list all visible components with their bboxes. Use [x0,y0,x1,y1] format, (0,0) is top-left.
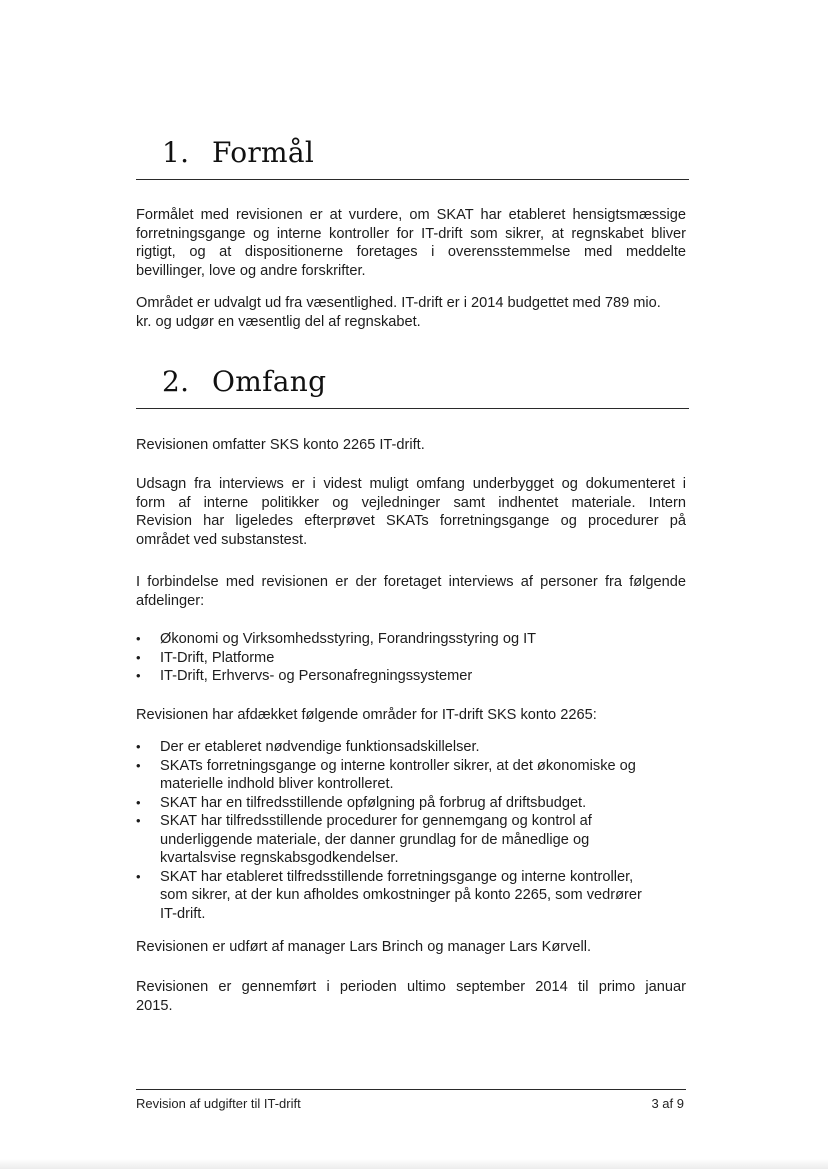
section-1-paragraph-2 [136,294,686,331]
list-item: • SKAT har en tilfredsstillende opfølgning på forbrug af driftsbudget. [136,794,587,811]
section-1-heading [162,136,314,169]
list-item: • SKAT har tilfredsstillende procedurer for gennemgang og kontrol af underliggende materiale, der danner grundlag for de månedlige og kvartalsvise regnskabsgodkendelser. [136,813,592,866]
text-line: form af interne politikker og vejledninger samt indhentet materiale. Intern [136,494,686,511]
list-item: • IT-Drift, Erhvervs- og Personafregningssystemer [136,668,473,684]
section-2-paragraph-1 [136,436,686,455]
text-line: afdelinger: [136,592,205,609]
bullet-icon: • [136,631,141,646]
section-2-paragraph-3 [136,573,686,610]
departments-list [136,630,696,686]
bullet-icon: • [136,868,141,884]
text-line: bevillinger, love og andre forskrifter. [136,262,366,279]
list-item: • Der er etableret nødvendige funktionsadskillelser. [136,739,480,755]
bullet-icon: • [136,813,141,828]
section-2-paragraph-5 [136,938,686,957]
page-bottom-edge [0,1159,828,1169]
text-line: Området er udvalgt ud fra væsentlighed. IT-drift er i 2014 budgettet med 789 mio. [136,295,661,311]
text-line: I forbindelse med revisionen er der foretaget interviews af personer fra følgende [136,574,686,590]
section-2-paragraph-4 [136,706,686,725]
section-2-title: Omfang [212,365,327,398]
list-item: • SKAT har etableret tilfredsstillende forretningsgange og interne kontroller, som sikrer, at der kun afholdes omkostninger på konto 2265, som vedrører IT-drift. [136,868,642,922]
list-item: • IT-Drift, Platforme [136,649,275,666]
list-item: • Økonomi og Virksomhedsstyring, Forandringsstyring og IT [136,631,537,647]
text-line: forretningsgange og interne kontroller for IT-drift som sikrer, at regnskabet bliver [136,225,686,242]
footer-document-title: Revision af udgifter til IT-drift [136,1096,301,1111]
text-line: Revisionen omfatter SKS konto 2265 IT-drift. [136,437,425,453]
section-1-paragraph-1 [136,206,686,280]
bullet-icon: • [136,739,141,754]
section-1-divider [136,179,689,180]
section-2-number: 2. [162,365,190,398]
bullet-icon: • [136,668,141,683]
text-line: Revision har ligeledes efterprøvet SKATs forretningsgange og procedurer på [136,513,686,529]
text-line: Revisionen er gennemført i perioden ultimo september 2014 til primo januar [136,979,686,995]
text-line: rigtigt, og at dispositionerne foretages i overensstemmelse med meddelte [136,244,686,260]
section-2-heading [162,365,326,398]
text-line: Formålet med revisionen er at vurdere, om SKAT har etableret hensigtsmæssige [136,207,686,223]
section-2-divider [136,408,689,409]
text-line: Revisionen har afdækket følgende områder for IT-drift SKS konto 2265: [136,707,597,723]
section-2-paragraph-2 [136,475,686,549]
text-line: 2015. [136,997,173,1014]
text-line: området ved substanstest. [136,531,308,548]
footer-divider [136,1089,686,1090]
footer-page-number: 3 af 9 [651,1096,684,1111]
bullet-icon: • [136,757,141,773]
list-item: • SKATs forretningsgange og interne kontroller sikrer, at det økonomiske og materielle indhold bliver kontrolleret. [136,757,636,792]
text-line: Revisionen er udført af manager Lars Brinch og manager Lars Kørvell. [136,939,592,955]
section-1-title: Formål [212,136,315,169]
section-2-paragraph-6 [136,978,686,1015]
findings-list [136,738,696,923]
text-line: kr. og udgør en væsentlig del af regnskabet. [136,313,421,330]
bullet-icon: • [136,794,141,810]
bullet-icon: • [136,649,141,665]
text-line: Udsagn fra interviews er i videst muligt omfang underbygget og dokumenteret i [136,476,686,492]
section-1-number: 1. [162,136,190,169]
